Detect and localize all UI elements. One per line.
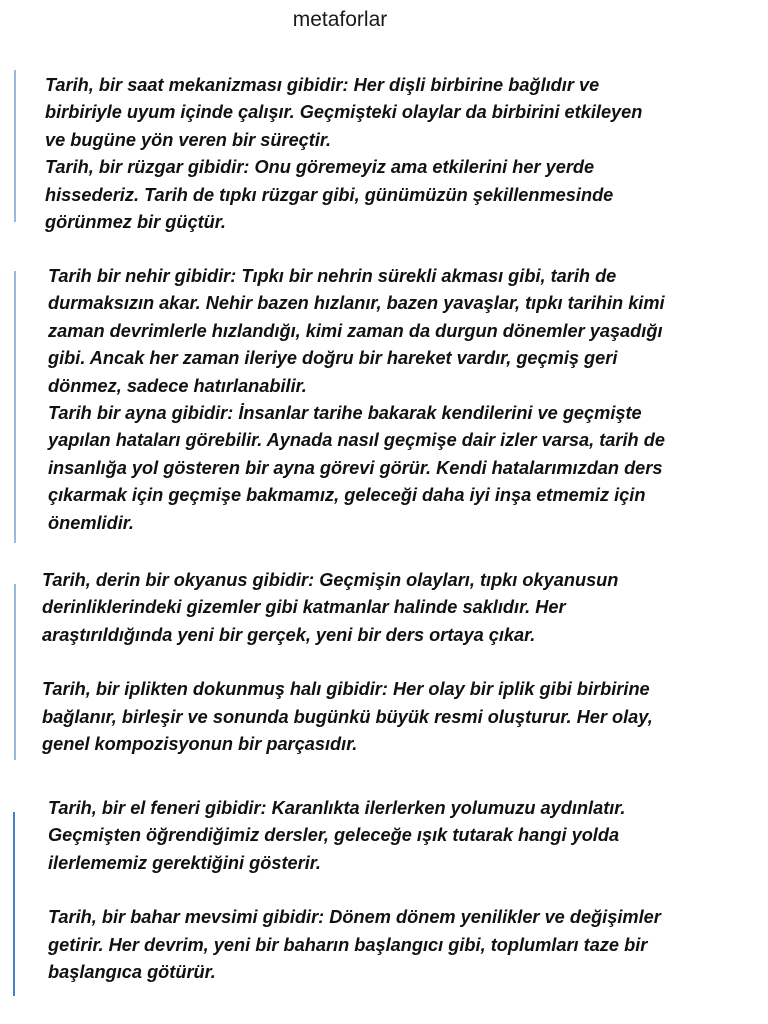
paragraph-spring <box>48 904 661 986</box>
text-line: bağlanır, birleşir ve sonunda bugünkü büyük resmi oluşturur. Her olay, <box>42 706 653 727</box>
paragraph-carpet <box>42 676 653 758</box>
paragraph-flashlight <box>48 795 661 877</box>
paragraph-ocean <box>42 567 653 649</box>
section-content <box>45 72 642 236</box>
paragraph-clock <box>45 72 642 154</box>
text-line: durmaksızın akar. Nehir bazen hızlanır, bazen yavaşlar, tıpkı tarihin kimi <box>48 293 665 314</box>
section-left-border <box>14 70 16 222</box>
section-left-border <box>14 271 16 543</box>
text-line: dönmez, sadece hatırlanabilir. <box>48 375 307 396</box>
text-line: Tarih, bir el feneri gibidir: Karanlıkta ilerlerken yolumuzu aydınlatır. <box>48 798 626 818</box>
text-line: Tarih, bir bahar mevsimi gibidir: Dönem dönem yenilikler ve değişimler <box>48 907 661 928</box>
section-content <box>42 567 653 758</box>
text-line: hissederiz. Tarih de tıpkı rüzgar gibi, günümüzün şekillenmesinde <box>45 184 614 205</box>
text-line: Tarih bir ayna gibidir: İnsanlar tarihe bakarak kendilerini ve geçmişte <box>48 403 642 424</box>
section-left-border <box>14 584 16 760</box>
text-line: zaman devrimlerle hızlandığı, kimi zaman da durgun dönemler yaşadığı <box>48 320 663 341</box>
text-line: Tarih, derin bir okyanus gibidir: Geçmişin olayları, tıpkı okyanusun <box>42 570 619 590</box>
text-line: Tarih, bir iplikten dokunmuş halı gibidir: Her olay bir iplik gibi birbirine <box>42 679 650 700</box>
text-line: önemlidir. <box>48 512 134 533</box>
text-line: Geçmişten öğrendiğimiz dersler, geleceğe ışık tutarak hangi yolda <box>48 825 620 846</box>
section-left-border <box>13 812 15 996</box>
section-content <box>48 795 661 986</box>
section-content <box>48 263 665 537</box>
text-line: insanlığa yol gösteren bir ayna görevi görür. Kendi hatalarımızdan ders <box>48 457 663 478</box>
paragraph-mirror <box>48 400 665 537</box>
text-line: yapılan hataları görebilir. Aynada nasıl geçmişe dair izler varsa, tarih de <box>48 430 665 451</box>
text-line: genel kompozisyonun bir parçasıdır. <box>42 734 358 755</box>
text-line: çıkarmak için geçmişe bakmamız, geleceği daha iyi inşa etmemiz için <box>48 485 646 506</box>
text-line: gibi. Ancak her zaman ileriye doğru bir hareket vardır, geçmiş geri <box>48 348 618 369</box>
text-line: ve bugüne yön veren bir süreçtir. <box>45 129 332 150</box>
text-line: ilerlememiz gerektiğini gösterir. <box>48 852 321 873</box>
paragraph-wind <box>45 154 642 236</box>
text-line: birbiriyle uyum içinde çalışır. Geçmişteki olaylar da birbirini etkileyen <box>45 102 643 123</box>
text-line: getirir. Her devrim, yeni bir baharın başlangıcı gibi, toplumları taze bir <box>48 934 648 955</box>
text-line: görünmez bir güçtür. <box>45 212 226 233</box>
text-line: araştırıldığında yeni bir gerçek, yeni bir ders ortaya çıkar. <box>42 624 536 645</box>
text-line: Tarih, bir rüzgar gibidir: Onu göremeyiz ama etkilerini her yerde <box>45 157 595 178</box>
paragraph-river <box>48 263 665 400</box>
document-title: metaforlar <box>292 8 388 31</box>
text-line: başlangıca götürür. <box>48 962 216 983</box>
text-line: derinliklerindeki gizemler gibi katmanlar halinde saklıdır. Her <box>42 597 566 618</box>
text-line: Tarih bir nehir gibidir: Tıpkı bir nehrin sürekli akması gibi, tarih de <box>48 266 617 286</box>
text-line: Tarih, bir saat mekanizması gibidir: Her dişli birbirine bağlıdır ve <box>45 75 600 95</box>
